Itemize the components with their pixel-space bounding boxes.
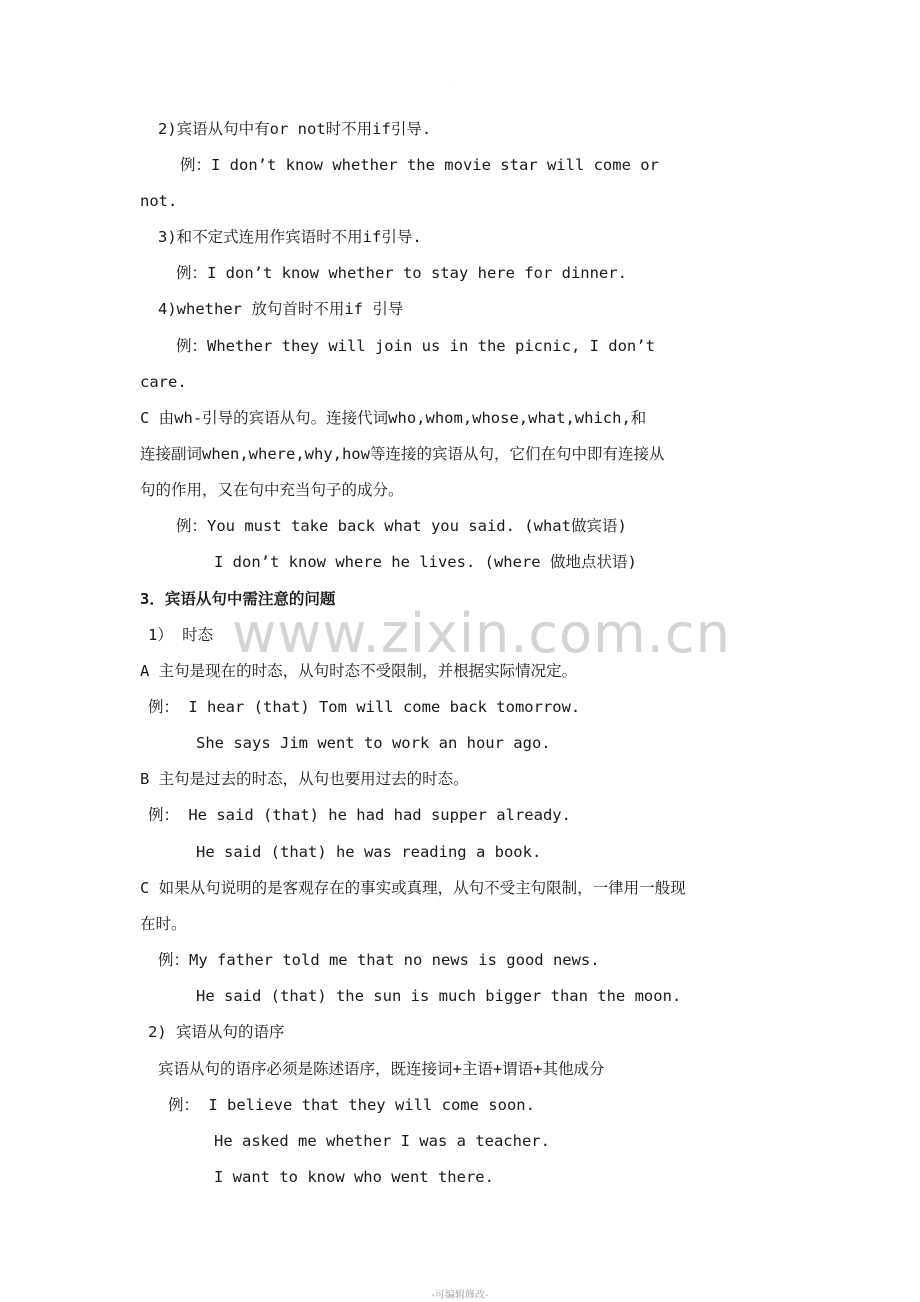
text-line: not. xyxy=(140,192,178,210)
text-line: I want to know who went there. xyxy=(214,1168,494,1186)
text-line: 2)宾语从句中有or not时不用if引导. xyxy=(158,120,432,138)
text-line: 例： He said (that) he had had supper already. xyxy=(148,806,571,824)
text-line: B 主句是过去的时态，从句也要用过去的时态。 xyxy=(140,770,469,788)
text-line: 句的作用，又在句中充当句子的成分。 xyxy=(140,481,404,499)
text-line: 连接副词when,where,why,how等连接的宾语从句，它们在句中即有连接从 xyxy=(140,445,665,463)
text-line: 例：My father told me that no news is good news. xyxy=(158,951,600,969)
text-line: 例： I hear (that) Tom will come back tomorrow. xyxy=(148,698,581,716)
text-line: 在时。 xyxy=(140,915,187,933)
text-line: 3)和不定式连用作宾语时不用if引导. xyxy=(158,228,422,246)
page-footer: -可编辑修改- xyxy=(431,1290,489,1301)
text-line: 例： I believe that they will come soon. xyxy=(168,1096,535,1114)
text-line: 例：Whether they will join us in the picnic, I don’t xyxy=(176,337,655,355)
text-line: I don’t know where he lives. (where 做地点状语) xyxy=(214,553,637,571)
text-line: He asked me whether I was a teacher. xyxy=(214,1132,550,1150)
text-line: She says Jim went to work an hour ago. xyxy=(196,734,551,752)
header-mark: · xyxy=(448,78,450,85)
section-heading: 3．宾语从句中需注意的问题 xyxy=(140,590,336,608)
text-line: 例：I don’t know whether the movie star will come or xyxy=(180,156,659,174)
subsection-heading: 1） 时态 xyxy=(148,626,214,644)
subsection-heading: 2) 宾语从句的语序 xyxy=(148,1023,285,1041)
text-line: 宾语从句的语序必须是陈述语序，既连接词+主语+谓语+其他成分 xyxy=(158,1060,605,1078)
text-line: C 由wh-引导的宾语从句。连接代词who,whom,whose,what,which,和 xyxy=(140,409,647,427)
text-line: 4)whether 放句首时不用if 引导 xyxy=(158,300,404,318)
text-line: He said (that) the sun is much bigger than the moon. xyxy=(196,987,682,1005)
text-line: 例：I don’t know whether to stay here for dinner. xyxy=(176,264,627,282)
text-line: care. xyxy=(140,373,187,391)
text-line: He said (that) he was reading a book. xyxy=(196,843,542,861)
text-line: 例：You must take back what you said. (what做宾语) xyxy=(176,517,627,535)
text-line: A 主句是现在的时态，从句时态不受限制，并根据实际情况定。 xyxy=(140,662,578,680)
watermark: www.zixin.com.cn xyxy=(232,602,731,665)
text-line: C 如果从句说明的是客观存在的事实或真理，从句不受主句限制，一律用一般现 xyxy=(140,879,686,897)
